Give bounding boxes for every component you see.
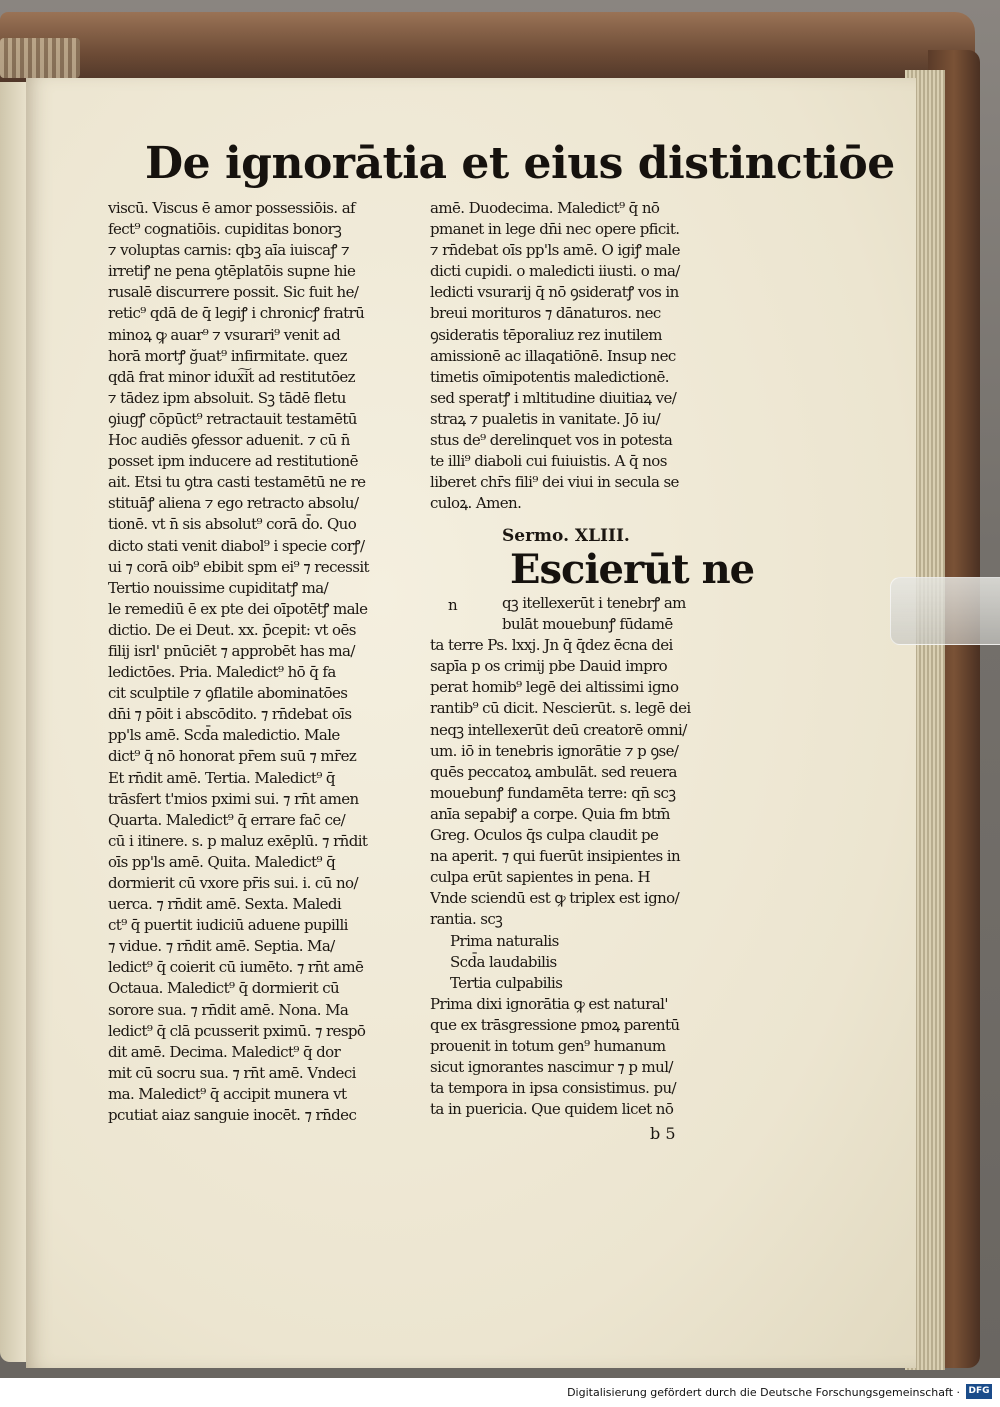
text-line: sed speratꝭ i mltitudine diuitiaꝝ ve/ <box>430 388 677 407</box>
text-line: fect⁹ cognatiōis. cupiditas bonorꝫ <box>108 220 342 239</box>
text-line: Scd̄a laudabilis <box>450 952 557 971</box>
text-line: qdā frat minor idux͠it ad restitutōez <box>108 367 355 386</box>
text-line: cit sculptile ⁊ ꝯflatile abominatōes <box>108 684 348 703</box>
text-line: ta in puericia. Que quidem licet nō <box>430 1100 674 1119</box>
text-line: dormierit cū vxore pr̄is sui. i. cū no/ <box>108 874 358 892</box>
text-line: neqꝫ intellexerūt deū creatorē omni/ <box>430 720 687 739</box>
text-line: timetis oīmipotentis maledictionē. <box>430 367 669 386</box>
text-line: horā mortꝭ ğuat⁹ infirmitate. quez <box>108 346 347 365</box>
text-line: stus de⁹ derelinquet vos in potesta <box>430 431 673 450</box>
text-line: stituāꝭ aliena ⁊ ego retracto absolu/ <box>108 494 359 513</box>
text-line: breui morituros ⁊ dānaturos. nec <box>430 304 661 323</box>
text-line: ledict⁹ q̄ coierit cū iumēto. ⁊ rn̄t amē <box>108 958 364 977</box>
left-column <box>108 198 416 1126</box>
text-line: filij isrl' pnūciēt ⁊ approbēt has ma/ <box>108 641 355 660</box>
text-line: ⁊ voluptas carnis: qbꝫ aīa iuiscaꝭ ⁊ <box>108 241 350 260</box>
text-line: que ex trāsgressione pmoꝝ parentū <box>430 1015 680 1034</box>
text-line: amissionē ac illaqatiōnē. Insup nec <box>430 346 676 365</box>
text-line: perat homib⁹ legē dei altissimi igno <box>430 678 679 697</box>
text-line: ⁊ vidue. ⁊ rn̄dit amē. Septia. Ma/ <box>108 937 335 956</box>
text-line: ꝯiugꝭ cōpūct⁹ retractauit testamētū <box>108 409 357 428</box>
text-line: Tertia culpabilis <box>450 973 563 992</box>
book-cover-top <box>0 12 975 84</box>
footer-credit: Digitalisierung gefördert durch die Deutsche Forschungsgemeinschaft · <box>567 1386 960 1399</box>
text-line: Greg. Oculos q̄s culpa claudit pe <box>430 826 659 845</box>
text-line: sorore sua. ⁊ rn̄dit amē. Nona. Ma <box>108 1000 349 1019</box>
text-line: uerca. ⁊ rn̄dit amē. Sexta. Maledi <box>108 895 342 914</box>
text-line: sapīa p os crimij pbe Dauid impro <box>430 657 668 676</box>
text-line: mouebunꝭ fundamēta terre: qn̄ scꝫ <box>430 783 676 802</box>
signature-mark: b 5 <box>650 1124 676 1143</box>
text-line: pcutiat aiaz sanguie inocēt. ⁊ rn̄dec <box>108 1106 357 1125</box>
running-head: De ignorātia et eius distinctiōe <box>145 138 895 189</box>
text-line: posset ipm inducere ad restitutionē <box>108 452 358 471</box>
text-line: Prima dixi ignorātia ꝙ est natural' <box>430 994 668 1013</box>
text-line: ledict⁹ q̄ clā pcusserit pximū. ⁊ respō <box>108 1021 366 1040</box>
text-line: dictio. De ei Deut. xx. p̄cepit: vt oēs <box>108 620 356 639</box>
text-line: culpa erūt sapientes in pena. H <box>430 868 650 887</box>
text-line: na aperit. ⁊ qui fuerūt insipientes in <box>430 847 681 866</box>
text-line: quēs peccatoꝝ ambulāt. sed reuera <box>430 762 677 781</box>
book-spine <box>0 38 80 78</box>
guide-letter: n <box>448 596 458 614</box>
facing-page-edge <box>0 82 26 1362</box>
text-line: Tertio nouissime cupiditatꝭ ma/ <box>108 578 329 597</box>
text-line: trāsfert t'mios pximi sui. ⁊ rn̄t amen <box>108 789 359 808</box>
right-column-bottom <box>430 593 732 1120</box>
text-line: cū i itinere. s. p maluz exēplū. ⁊ rn̄dit <box>108 831 368 850</box>
text-line: pp'ls amē. Scd̄a maledictio. Male <box>108 726 340 745</box>
text-line: culoꝝ. Amen. <box>430 494 522 513</box>
text-line: qꝫ itellexerūt i tenebrꝭ am <box>502 594 686 612</box>
text-line: um. iō in tenebris ignorātie ⁊ p ꝯse/ <box>430 741 679 760</box>
text-line: Octaua. Maledict⁹ q̄ dormierit cū <box>108 979 340 998</box>
dfg-logo: DFG <box>966 1384 992 1399</box>
text-line: dicto stati venit diabol⁹ i specie corꝭ/ <box>108 536 365 555</box>
text-line: retic⁹ qdā de q̄ legiꝭ i chronicꝭ fratrū <box>108 304 365 323</box>
text-line: amē. Duodecima. Maledict⁹ q̄ nō <box>430 199 660 217</box>
text-line: oīs pp'ls amē. Quita. Maledict⁹ q̄ <box>108 852 336 871</box>
bookmark-clip <box>890 577 1000 645</box>
text-line: ⁊ tādez ipm absoluit. Sꝫ tādē fletu <box>108 388 346 407</box>
text-line: ui ⁊ corā oib⁹ ebibit spm ei⁹ ⁊ recessit <box>108 557 369 576</box>
text-line: dict⁹ q̄ nō honorat pr̄em suū ⁊ mr̄ez <box>108 747 357 766</box>
text-line: minoꝝ ꝙ auar⁹ ⁊ vsurari⁹ venit ad <box>108 325 341 344</box>
text-line: ma. Maledict⁹ q̄ accipit munera vt <box>108 1084 347 1103</box>
text-line: viscū. Viscus ē amor possessiōis. af <box>108 199 355 217</box>
text-line: mit cū socru sua. ⁊ rn̄t amē. Vndeci <box>108 1063 356 1082</box>
text-line: Quarta. Maledict⁹ q̄ errare fac̄ ce/ <box>108 810 346 829</box>
right-column-top <box>430 198 732 514</box>
text-line: rantia. scꝫ <box>430 910 503 929</box>
text-line: Prima naturalis <box>450 931 559 950</box>
text-line: ⁊ rn̄debat oīs pp'ls amē. O igiꝭ male <box>430 241 680 260</box>
text-line: ꝯsideratis tēporaliuz rez inutilem <box>430 325 662 344</box>
sermon-incipit: Escierūt ne <box>510 546 755 593</box>
text-line: dicti cupidi. o maledicti iiusti. o ma/ <box>430 262 680 281</box>
text-line: tionē. vt n̄ sis absolut⁹ corā d̄o. Quo <box>108 515 357 534</box>
text-line: ct⁹ q̄ puertit iudiciū aduene pupilli <box>108 916 348 935</box>
text-line: bulāt mouebunꝭ fūdamē <box>502 615 673 634</box>
text-line: rantib⁹ cū dicit. Nescierūt. s. legē dei <box>430 699 691 718</box>
text-line: le remediū ē ex pte dei oīpotētꝭ male <box>108 599 368 618</box>
text-line: dit amē. Decima. Maledict⁹ q̄ dor <box>108 1042 341 1061</box>
text-line: Hoc audiēs ꝯfessor aduenit. ⁊ cū n̄ <box>108 431 350 450</box>
text-line: ta terre Ps. lxxj. Jn q̄ q̄dez ēcna dei <box>430 636 673 655</box>
text-line: ait. Etsi tu ꝯtra casti testamētū ne re <box>108 473 366 492</box>
text-line: sicut ignorantes nascimur ⁊ p mul/ <box>430 1058 673 1077</box>
text-line: ledictōes. Pria. Maledict⁹ hō q̄ fa <box>108 663 336 682</box>
text-line: ta tempora in ipsa consistimus. pu/ <box>430 1079 676 1098</box>
sermon-heading: Sermo. XLIII. <box>502 526 630 546</box>
text-line: prouenit in totum gen⁹ humanum <box>430 1036 666 1055</box>
text-line: pmanet in lege dn̄i nec opere pficit. <box>430 220 680 239</box>
footer-bar <box>0 1378 1000 1407</box>
text-line: Et rn̄dit amē. Tertia. Maledict⁹ q̄ <box>108 768 335 787</box>
text-line: liberet chr̄s fili⁹ dei viui in secula se <box>430 473 679 492</box>
text-line: Vnde sciendū est ꝙ triplex est igno/ <box>430 889 680 908</box>
text-line: straꝝ ⁊ pualetis in vanitate. Jō iu/ <box>430 409 661 428</box>
text-line: te illi⁹ diaboli cui fuiuistis. A q̄ nos <box>430 452 667 471</box>
text-line: anīa sepabiꝭ a corpe. Quia fm btm̄ <box>430 804 670 823</box>
text-line: dn̄i ⁊ pōit i abscōdito. ⁊ rn̄debat oīs <box>108 705 352 724</box>
text-line: rusalē discurrere possit. Sic fuit he/ <box>108 283 359 302</box>
text-line: ledicti vsurarij q̄ nō ꝯsideratꝭ vos in <box>430 283 679 302</box>
text-line: irretiꝭ ne pena ꝯtēplatōis supne hie <box>108 262 356 281</box>
